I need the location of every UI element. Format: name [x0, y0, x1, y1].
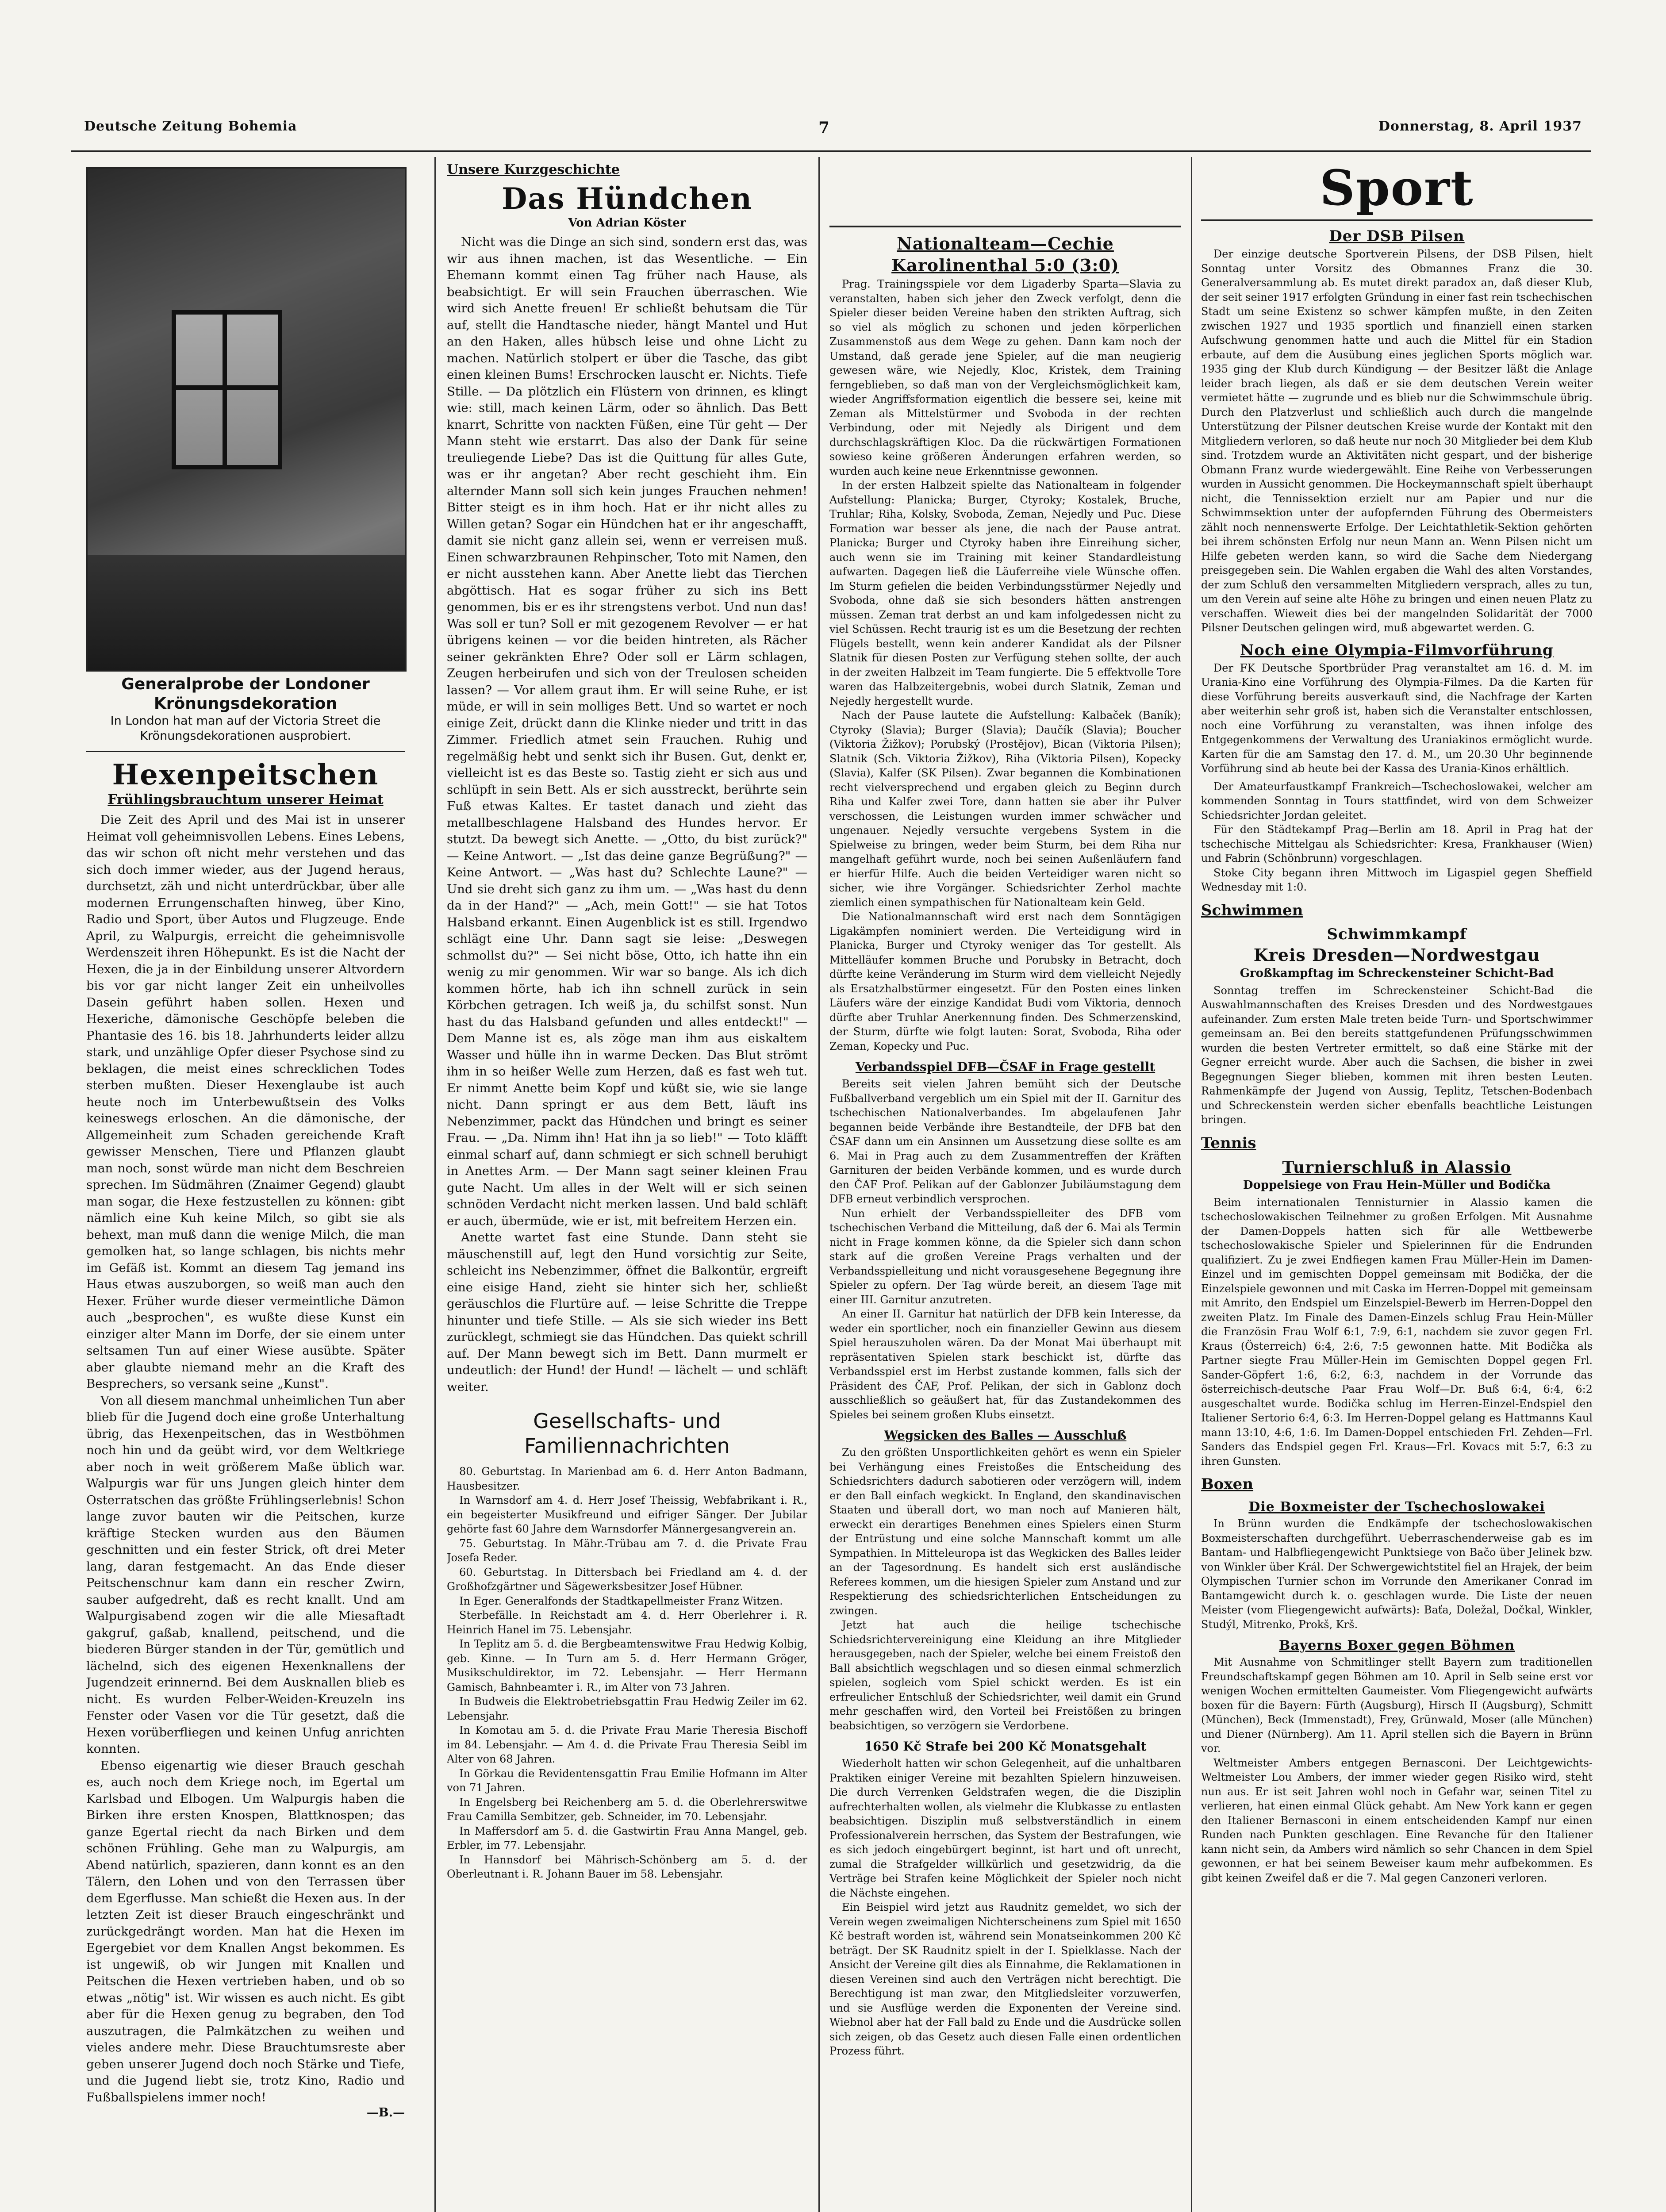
family-news-item: In Warnsdorf am 4. d. Herr Josef Theissig, Webfabrikant i. R., ein begeisterter Musikfreund und eifriger Sänger. Der Jubilar gehörte fast 60 Jahre dem Warnsdorfer Männergesangverein an.: [447, 1494, 807, 1535]
paragraph: Mit Ausnahme von Schmitlinger stellt Bayern zum traditionellen Freundschaftskampf gegen Böhmen am 10. April in Selb seine erst vor wenigen Wochen ermittelten Gaumeister. Vom Fliegengewicht aufwärts boxen für die Bayern: Fürth (Augsburg), Hirsch II (Augsburg), Schmitt (München), Beck (Immenstadt), Frey, Grünwald, Moser (alle München) und Diener (Nürnberg). Am 11. April stellen sich die Bayern in Brünn vor.: [1201, 1656, 1593, 1755]
story-author: Von Adrian Köster: [568, 216, 686, 230]
paragraph: In Brünn wurden die Endkämpfe der tschechoslowakischen Boxmeisterschaften durchgeführt. Ueberraschenderweise gab es im Bantam- und Halbfliegengewicht Punktsiege von Bačo über Jelinek bzw. von Winkler über Král. Der Schwergewichtstitel fiel an Hrajek, der beim Olympischen Turnier schon im Vorrunde den Amerikaner Conrad im Bantamgewicht durch k. o. geschlagen wurde. Die Liste der neuen Meister (vom Fliegengewicht aufwärts): Baťa, Doležal, Dočkal, Winkler, Studýl, Mitrenko, Prokš, Krš.: [1201, 1517, 1593, 1631]
londoner-photo: [86, 167, 407, 672]
boxen-section: Boxen: [1201, 1475, 1254, 1493]
signature: —B.—: [366, 2106, 405, 2120]
turnier-subtitle: Doppelsiege von Frau Hein-Müller und Bodička: [1243, 1178, 1551, 1192]
column-rule: [1191, 157, 1192, 2212]
family-news-item: 60. Geburtstag. In Dittersbach bei Friedland am 4. d. der Großhofzgärtner und Sägewerksbesitzer Josef Hübner.: [447, 1566, 807, 1593]
family-news-item: In Eger. Generalfonds der Stadtkapellmeister Franz Witzen.: [459, 1594, 783, 1607]
paragraph: In der ersten Halbzeit spielte das Nationalteam in folgender Aufstellung: Planicka; Burger, Ctyroky; Kostalek, Bruche, Truhlar; Riha, Kolsky, Svoboda, Zeman, Nejedly und Puc. Diese Formation war besser als jene, die nach der Pause antrat. Planicka; Burger und Ctyroky haben ihre Einreihung sicher, auch wenn sie im Training mit keiner Standardleistung aufwarten. Dagegen ließ die Läuferreihe viele Wünsche offen. Im Sturm gefielen die beiden Verbindungsstürmer Nejedly und Svoboda, ohne daß sie sich besonders hätten anstrengen müssen. Zeman trat derbst an und kam infolgedessen nicht zu viel Schüssen. Recht traurig ist es um die Besetzung der rechten Flügels bestellt, wenn kein anderer Kandidat als der Pilsner Slatnik für diesen Posten zur Verfügung stehen sollte, der auch in der zweiten Halbzeit im Team fungierte. Die 5 effektvolle Tore waren das Halbzeitergebnis, wobei durch Slatnik, Zeman und Nejedly hergestellt wurde.: [829, 479, 1181, 707]
tennis-section: Tennis: [1201, 1134, 1256, 1152]
paragraph: Ein Beispiel wird jetzt aus Raudnitz gemeldet, wo sich der Verein wegen zweimaligen Nichterscheinens zum Spiel mit 1650 Kč bestraft worden ist, während sein Monatseinkommen 200 Kč beträgt. Der SK Raudnitz spielt in der I. Spielklasse. Nach der Ansicht der Vereine gilt dies als Einnahme, die Reklamationen in diesen Vereinen sind auch den Verträgen nicht berechtigt. Die Berechtigung ist man zwar, den Mitgliedsleiter vorzuwerfen, und sie Ausflüge werden die Exponenten der Vereine sind. Wiebnol aber hat der Fall bald zu Ende und die Ausdrücke sollen sich zeigen, ob das Gesetz auch diesen Falle einen ordentlichen Prozess führt.: [829, 1901, 1181, 2057]
paragraph: Zu den größten Unsportlichkeiten gehört es wenn ein Spieler bei Verhängung eines Freistoßes die Entscheidung des Schiedsrichters dadurch sabotieren oder verzögern will, indem er den Ball einfach wegkickt. In England, den skandinavischen Staaten und überall dort, wo man noch auf Manieren hält, erweckt ein derartiges Benehmen eines Spielers einen Sturm der Entrüstung und eine solche Mannschaft kommt um alle Sympathien. In Mitteleuropa ist das Wegkicken des Balles leider an der Tagesordnung. Es handelt sich erst ausländische Referees kommen, um die hiesigen Spieler zum Anstand und zur Respektierung des schiedsrichterlichen Entscheidungen zu zwingen.: [829, 1446, 1181, 1617]
paragraph: Der einzige deutsche Sportverein Pilsens, der DSB Pilsen, hielt Sonntag unter Vorsitz des Obmannes Franz die 30. Generalversammlung ab. Es mutet direkt paradox an, daß dieser Klub, der seit seiner 1917 erfolgten Gründung in einer fast rein tschechischen Stadt um seine Existenz so schwer kämpfen mußte, in den Zeiten zwischen 1927 und 1935 sportlich und finanziell einen starken Aufschwung genommen hatte und auch die Mittel für ein Stadion erbaute, auf dem die Ausübung eines jeglichen Sports möglich war. 1935 ging der Klub durch Kündigung — der Besitzer läßt die Anlage leider brach liegen, als daß er sie dem deutschen Verein weiter vermietet hätte — zugrunde und es blieb nur die Schwimmschule übrig. Durch den Platzverlust und schließlich auch durch die mangelnde Unterstützung der Pilsner deutschen Kreise wurde der Kontakt mit den Mitgliedern verloren, so daß heute nur noch 30 Mitglieder bei dem Klub sind. Trotzdem wurde an Aktivitäten nicht gespart, und der bisherige Obmann Franz wurde wiedergewählt. Eine Reihe von Verbesserungen wurden in Aussicht genommen. Die Hockeymannschaft spielt überhaupt nicht, die Tennissektion erzielt nur am Papier und nur die Schwimmsektion unter der aufopfernden Führung des Obermeisters zählt noch nennenswerte Erfolge. Der Leichtathletik-Sektion gehörten bei ihrem schönsten Erfolg nur neun Mann an. Wenn Pilsen nicht um Hilfe gebeten werden kann, so wird die Sache dem Niedergang preisgegeben sein. Die Wahlen ergaben die Wahl des alten Vorstandes, der zum Schluß den versammelten Mitgliedern versprach, alles zu tun, um den Verein auf seine alte Höhe zu bringen und einen neuen Platz zu verschaffen. Wieweit dies bei der mangelnden Solidarität der 7000 Pilsner Deutschen gelingen wird, muß abgewartet werden. G.: [1201, 248, 1593, 634]
family-news-list: [447, 1464, 807, 1882]
header-rule: [71, 150, 1591, 152]
paragraph: Sonntag treffen im Schreckensteiner Schicht-Bad die Auswahlmannschaften des Kreises Dresden und des Nordwestgaues aufeinander. Zum ersten Male treten beide Turn- und Sportschwimmer gemeinsam an. Bei den bereits stattgefundenen Prüfungsschwimmen wurden die besten Vertreter ermittelt, so daß eine Stärke mit der Gegner erreicht wurde. Aber auch die Sachsen, die bisher in zwei Begegnungen Sieger blieben, kommen mit ihren besten Leuten. Rahmenkämpfe der Jugend von Aussig, Teplitz, Tetschen-Bodenbach und Schreckenstein werden sicher ebenfalls beachtliche Leistungen bringen.: [1201, 984, 1593, 1126]
column-3: [829, 159, 1181, 2212]
divider: [829, 226, 1181, 227]
paragraph: Beim internationalen Tennisturnier in Alassio kamen die tschechoslowakischen Teilnehmer zu großen Erfolgen. Mit Ausnahme der Damen-Doppels hatten sich für alle Wettbewerbe tschechoslowakische Spieler und Spielerinnen für die Endrunden qualifiziert. Zu je zwei Endfiegen kamen Frau Müller-Hein im Damen-Einzel und im gemischten Doppel gemeinsam mit Bodička, der die Einzelspiele gewonnen und mit Caska im Herren-Doppel mit gemeinsam mit Amrito, den Endspiel um Einzelspiel-Bewerb im Herren-Doppel den zweiten Platz. Im Finale des Damen-Einzels schlug Frau Hein-Müller die Französin Frau Wolf 6:1, 7:9, 6:1, nachdem sie zuvor gegen Frl. Kraus (Österreich) 6:4, 2:6, 7:5 gewonnen hatte. Mit Bodička als Partner siegte Frau Müller-Hein im Gemischten Doppel gegen Frl. Sander-Göpfert 1:6, 6:2, 6:3, nachdem in der Vorrunde das österreichisch-deutsche Paar Frau Wolf—Dr. Buß 6:4, 6:4, 6:2 ausgeschaltet wurde. Bodička schlug im Herren-Einzel-Endspiel den Italiener Sertorio 6:4, 6:3. Im Herren-Doppel gelang es Hattmanns Kaul mann 13:10, 4:6, 1:6. Im Damen-Doppel entschieden Frl. Zehden—Frl. Sanders das Endspiel gegen Frl. Kraus—Frl. Kovacs mit 5:7, 6:3 zu ihren Gunsten.: [1201, 1196, 1593, 1467]
olympia-title: Noch eine Olympia-Filmvorführung: [1240, 641, 1554, 659]
photo-caption-title: Generalprobe der Londoner Krönungsdekoration: [121, 675, 370, 713]
wegsicken-title: Wegsicken des Balles — Ausschluß: [884, 1428, 1127, 1443]
dsb-title: Der DSB Pilsen: [1329, 227, 1465, 245]
issue-date: Donnerstag, 8. April 1937: [1378, 119, 1582, 134]
turnier-title: Turnierschluß in Alassio: [1282, 1158, 1512, 1177]
football-title: Nationalteam—Cechie: [897, 234, 1114, 253]
column-4: [1201, 159, 1593, 2212]
paragraph: Von all diesem manchmal unheimlichen Tun aber blieb für die Jugend doch eine große Unterhaltung übrig, das Hexenpeitschen, das in Westböhmen noch hin und da geübt wird, vor dem Weltkriege aber noch in weit größerem Maße üblich war. Walpurgis war für uns Jungen gleich hinter dem Osterratschen das größte Frühlingserlebnis! Schon lange zuvor bauten wir die Peitschen, kurze kräftige Stecken wurden aus den Bäumen geschnitten und ein fester Strick, oft drei Meter lang, daran festgemacht. An das Ende dieser Peitschenschnur kam dann ein rescher Zwirn, sauber aufgedreht, daß es recht knallt. Und am Walpurgisabend zogen wir die alle Miesaftadt gakgruf, gaßab, knallend, peitschend, und die biederen Bürger standen in der Tür, gemütlich und lächelnd, sich des eigenen Hexenknallens der Jugendzeit erinnernd. Bei dem Ausknallen blieb es nicht. Es wurden Felber-Weiden-Kreuzeln ins Fenster oder Vasen vor die Tür gesetzt, daß die Hexen vorüberfliegen und keinen Unfug anrichten konnten.: [86, 1393, 405, 1756]
sport-title: Sport: [1201, 159, 1593, 221]
column-2: [447, 159, 807, 2212]
paragraph: Anette wartet fast eine Stunde. Dann steht sie mäuschenstill auf, legt den Hund vorsichtig zur Seite, schleicht ins Nebenzimmer, öffnet die Balkontür, ergreift eine eisige Hand, zieht sie hinter sich her, schließt geräuschlos die Flurtüre auf. — leise Schritte die Treppe hinunter und tiefe Stille. — Als sie sich wieder ins Bett zurücklegt, schmiegt sie das Hündchen. Das quiekt schrill auf. Der Mann bewegt sich im Bett. Dann murmelt er undeutlich: der Hund! der Hund! — lächelt — und schläft weiter.: [447, 1230, 807, 1394]
paragraph: Nicht was die Dinge an sich sind, sondern erst das, was wir aus ihnen machen, ist das Wesentliche. — Ein Ehemann kommt einen Tag früher nach Hause, als beabsichtigt. Er will sein Frauchen überraschen. Wie wird sich Anette freuen! Er schließt behutsam die Tür auf, stellt die Handtasche nieder, hängt Mantel und Hut an den Haken, alles hübsch leise und ohne Licht zu machen. Natürlich stolpert er über die Tasche, das gibt einen kleinen Bums! Erschrocken lauscht er. Nichts. Tiefe Stille. — Da plötzlich ein Flüstern von drinnen, es klingt wie: still, mach keinen Lärm, oder so ähnlich. Das Bett knarrt, Schritte von nackten Füßen, eine Tür geht — Der Mann steht wie erstarrt. Das also der Dank für seine treuliegende Liebe? Das ist die Quittung für alles Gute, was er ihr angetan? Aber recht geschieht ihm. Ein alternder Mann soll sich kein junges Frauchen nehmen! Bitter steigt es in ihm hoch. Hat er ihr nicht alles zu Willen getan? Sogar ein Hündchen hat er ihr angeschafft, damit sie nicht ganz allein sei, wenn er verreisen muß. Einen schwarzbraunen Rehpinscher, Toto mit Namen, den er nicht ausstehen kann. Aber Anette liebt das Tierchen abgöttisch. Hat es sogar früher zu sich ins Bett genommen, bis er es ihr strengstens verbot. Und nun das! Was soll er tun? Soll er mit gezogenem Revolver — er hat übrigens keinen — vor die beiden hintreten, als Rächer seiner gekränkten Ehre? Oder soll er Lärm schlagen, Zeugen herbeirufen und sich von der Treulosen scheiden lassen? — Vor allem graut ihm. Er will seine Ruhe, er ist müde, er will in sein molliges Bett. Und so wartet er noch einige Zeit, drückt dann die Klinke nieder und tritt in das Zimmer. Friedlich atmet sein Frauchen. Ruhig und regelmäßig hebt und senkt sich ihr Busen. Gut, denkt er, vielleicht ist es das Beste so. Tastig zieht er sich aus und schlüpft in sein Bett. Als er sich ausstreckt, berührte sein Fuß etwas Kaltes. Er tastet danach und zieht das metallbeschlagene Halsband des Hundes hervor. Er stutzt. Da bewegt sich Anette. — „Otto, du bist zurück?" — Keine Antwort. — „Ist das deine ganze Begrüßung?" — Keine Antwort. — „Was hast du? Schlechte Laune?" — Und sie dreht sich ganz zu ihm um. — „Was hast du denn da in der Hand?" — „Ach, mein Gott!" — sie hat Totos Halsband erkannt. Einen Augenblick ist es still. Irgendwo schlägt eine Uhr. Dann sagt sie leise: „Deswegen schmollst du?" — Sei nicht böse, Otto, ich hatte ihn ein wenig zu mir genommen. Wir war so bange. Als ich dich kommen hörte, hab ich ihn schnell zurück in sein Körbchen getragen. Ich weiß ja, du schilfst sonst. Nun hast du das Halsband gefunden und alles entdeckt!" — Dem Manne ist es, als zöge man ihm aus eiskaltem Wasser und hülle ihn in warme Decken. Das Blut strömt ihm in so heißer Welle zum Herzen, daß es fast weh tut. Er nimmt Anette beim Kopf und küßt sie, wie sie lange nicht. Dann springt er aus dem Bett, läuft ins Nebenzimmer, packt das Hündchen und bringt es seiner Frau. — „Da. Nimm ihn! Hat ihn ja so lieb!" — Toto kläfft einmal scharf auf, dann schmiegt er sich schnell beruhigt in Anettes Arm. — Der Mann sagt seiner kleinen Frau gute Nacht. Um alles in der Welt will er sich seinen schnöden Verdacht nicht merken lassen. Und bald schläft er auch, übermüde, wie er ist, mit befreitem Herzen ein.: [447, 235, 807, 1228]
football-score: Karolinenthal 5:0 (3:0): [891, 255, 1119, 275]
paragraph: Weltmeister Ambers entgegen Bernasconi. Der Leichtgewichts-Weltmeister Lou Ambers, der immer wieder gegen Risiko wird, steht nun aus. Er ist seit Jahren wohl noch in Gefahr war, seinen Titel zu verlieren, hat einen einmal Glück gehabt. Am New York kann er gegen den Italiener Bernasconi in einem entscheidenden Kampf nur einen Runden nach Punkten geschlagen. Eine Revanche für den Italiener kann nicht sein, da Ambers wird nämlich so sehr Chancen in dem Spiel gewonnen, er hat bei seinem Beweiser kaum mehr aufbekommen. Es gibt keinen Zweifel daß er die 7. Mal gegen Canzoneri verloren.: [1201, 1756, 1593, 1884]
family-news-item: In Teplitz am 5. d. die Bergbeamtenswitwe Frau Hedwig Kolbig, geb. Kinne. — In Turn am 5. d. Herr Hermann Gröger, Musikschuldirektor, im 72. Lebensjahr. — Herr Hermann Gamisch, Bahnbeamter i. R., im Alter von 73 Jahren.: [447, 1638, 807, 1694]
family-news-item: In Engelsberg bei Reichenberg am 5. d. die Oberlehrerswitwe Frau Camilla Sembitzer, geb. Schneider, im 70. Lebensjahr.: [447, 1796, 807, 1823]
family-news-item: In Hannsdorf bei Mährisch-Schönberg am 5. d. der Oberleutnant i. R. Johann Bauer im 58. Lebensjahr.: [447, 1853, 807, 1880]
column-rule: [818, 157, 820, 2212]
paragraph: Nun erhielt der Verbandsspielleiter des DFB vom tschechischen Verband die Mitteilung, daß der 6. Mai als Termin nicht in Frage kommen könne, da die Spieler sich dann schon stark auf die großen Vereine Prags verhalten und der Verbandsspielleitung und nicht vorausgesehene Begegnung ihre Spieler zu opfern. Der Tag würde bereit, an diesem Tage mit einer III. Garnitur anzutreten.: [829, 1207, 1181, 1306]
paragraph: Der Amateurfaustkampf Frankreich—Tschechoslowakei, welcher am kommenden Sonntag in Tours stattfindet, wird von dem Schweizer Schiedsrichter Jordan geleitet.: [1201, 780, 1593, 822]
photo-caption-text: In London hat man auf der Victoria Street die Krönungsdekorationen ausprobiert.: [110, 714, 381, 743]
schwimmkampf-title: Schwimmkampf: [1327, 925, 1467, 943]
verband-title: Verbandsspiel DFB—ČSAF in Frage gestellt: [855, 1060, 1155, 1074]
paragraph: Stoke City begann ihren Mittwoch im Ligaspiel gegen Sheffield Wednesday mit 1:0.: [1201, 866, 1593, 893]
paragraph: Ebenso eigenartig wie dieser Brauch geschah es, auch noch dem Kriege noch, im Egertal um Karlsbad und Elbogen. Um Walpurgis haben die Birken ihre ersten Knospen, Blattknospen; das ganze Egertal riecht da nach Birken und dem schönen Frühling. Gehe man zu Walpurgis, am Abend natürlich, spazieren, dann konnt es an den Tälern, den Lohen und von den Terrassen über dem Egerflusse. Man schießt die Hexen aus. In der letzten Zeit ist dieser Brauch eingeschränkt und zurückgedrängt worden. Man hat die Hexen im Egergebiet vor dem Knallen Angst bekommen. Es ist ungewiß, ob wir Jungen mit Knallen und Peitschen die Hexen vertrieben haben, und ob so etwas „nötig" ist. Wir wissen es auch nicht. Es gibt aber für die Hexen genug zu begraben, den Tod auszutragen, die Palmkätzchen zu weihen und vieles andere mehr. Diese Brauchtumsreste aber geben unserer Jugend doch noch Stärke und Tiefe, und die Jugend liebt sie, trotz Kino, Radio und Fußballspielens immer noch!: [86, 1758, 405, 2104]
family-news-item: In Görkau die Revidentensgattin Frau Emilie Hofmann im Alter von 71 Jahren.: [447, 1767, 807, 1794]
street-shadow: [88, 555, 405, 670]
paragraph: Für den Städtekampf Prag—Berlin am 18. April in Prag hat der tschechische Mittelgau als Schiedsrichter: Kresa, Frankhauser (Wien) und Fabrin (Schönbrunn) vorgeschlagen.: [1201, 823, 1593, 864]
column-1: [86, 675, 405, 2212]
boxmeister-title: Die Boxmeister der Tschechoslowakei: [1248, 1499, 1545, 1515]
family-news-item: In Komotau am 5. d. die Private Frau Marie Theresia Bischoff im 84. Lebensjahr. — Am 4. d. die Private Frau Theresia Seibl im Alter von 68 Jahren.: [447, 1724, 807, 1765]
family-news-item: Sterbefälle. In Reichstadt am 4. d. Herr Oberlehrer i. R. Heinrich Hanel im 75. Lebensjahr.: [447, 1609, 807, 1636]
paragraph: Jetzt hat auch die heilige tschechische Schiedsrichtervereinigung eine Kleidung an ihre Mitglieder herausgegeben, nach der Spieler, welche bei einem Freistoß den Ball absichtlich wegschlagen und so diesen einmal schmerzlich spielen, sogleich vom Spiel schickt werden. Es ist ein erfreulicher Entschluß der Schiedsrichter, weil damit ein Grund mehr geschaffen wird, den Vorteil bei Freistößen zu bringen beabsichtigen, so verzögern sie Verdorbene.: [829, 1619, 1181, 1732]
strafe-title: 1650 Kč Strafe bei 200 Kč Monatsgehalt: [864, 1739, 1147, 1754]
paragraph: Bereits seit vielen Jahren bemüht sich der Deutsche Fußballverband vergeblich um ein Spiel mit der II. Garnitur des tschechischen Nationalverbandes. Im abgelaufenen Jahr begannen beide Verbände ihre Bestandteile, der DFB bat den ČSAF dann um ein Ansinnen um Aussetzung diese sollte es am 6. Mai in Prag auch zu dem Zusammentreffen der Kräften Garnituren der beiden Verbände kommen, und es wurde durch den ČAF Prof. Pelikan auf der Gablonzer Jubiläumstagung dem DFB erneut verbindlich versprochen.: [829, 1078, 1181, 1205]
kreis-subtitle: Großkampftag im Schreckensteiner Schicht-Bad: [1240, 966, 1554, 980]
paragraph: Die Zeit des April und des Mai ist in unserer Heimat voll geheimnisvollen Lebens. Eines Lebens, das wir schon oft nicht mehr verstehen und das sich doch immer wieder, aus der Jugend heraus, durchsetzt, zäh und nicht unterdrückbar, über alle modernen Errungenschaften hinweg, über Kino, Radio und Sport, über Autos und Flugzeuge. Ende April, zu Walpurgis, erreicht die geheimnisvolle Werdenszeit ihren Höhepunkt. Es ist die Nacht der Hexen, die ja in der Einbildung unserer Altvordern bis vor gar nicht langer Zeit ein unheilvolles Dasein geführt haben sollen. Hexen und Hexeriche, dämonische Geschöpfe beleben die Phantasie des 16. bis 18. Jahrhunderts leider allzu stark, und unzählige Opfer dieser Psychose sind zu beklagen, die meist eines schrecklichen Todes sterben mußten. Dieser Hexenglaube ist auch heute noch im Unterbewußtsein des Volks keineswegs erloschen. An die dämonische, der Allgemeinheit zum Schaden gereichende Kraft gewisser Menschen, Tiere und Pflanzen glaubt man noch, sonst würde man nicht dem Beschreien sprechen. Im Südmähren (Znaimer Gegend) glaubt man sogar, die Hexe festzustellen zu können: gibt nämlich eine Kuh keine Milch, so gibt sie als behext, man muß dann die wenige Milch, die man gemolken hat, so lange schlagen, bis nichts mehr im Gefäß ist. Kommt an diesem Tag jemand ins Haus etwas auszuborgen, so weiß man auch den Hexer. Früher wurde dieser vermeintliche Dämon auch „besprochen", es wußte diese Kunst ein einziger alter Mann im Dorfe, der sie einem unter seltsamen Tun auf einer Wiese ausübte. Später aber glaubte niemand mehr an die Kraft des Besprechers, so versank seine „Kunst".: [86, 813, 405, 1391]
family-news-item: 80. Geburtstag. In Marienbad am 6. d. Herr Anton Badmann, Hausbesitzer.: [447, 1465, 807, 1492]
family-news-item: In Budweis die Elektrobetriebsgattin Frau Hedwig Zeiler im 62. Lebensjahr.: [447, 1695, 807, 1722]
story-title: Das Hündchen: [502, 181, 752, 216]
paragraph: Die Nationalmannschaft wird erst nach dem Sonntägigen Ligakämpfen nominiert werden. Die Verteidigung wird in Planicka, Burger und Ctyroky weniger das Tor gestellt. Als Mittelläufer kommen Bruche und Porubsky in Betracht, doch dürfte keine Veränderung im Sturm wird dem vielleicht Nejedly als Ersatzhalbstürmer eingesetzt. Für den Posten eines linken Läufers wäre der einzige Kandidat Budi vom Viktoria, dennoch dürfte aber Truhlar Anerkennung finden. Des Schmerzenskind, der Sturm, dürfte wie folgt lauten: Sorat, Svoboda, Riha oder Zeman, Kopecky und Puc.: [829, 910, 1181, 1052]
section-title: Gesellschafts- und Familiennachrichten: [524, 1409, 730, 1458]
family-news-item: 75. Geburtstag. In Mähr.-Trübau am 7. d. die Private Frau Josefa Reder.: [447, 1537, 807, 1564]
paragraph: Prag. Trainingsspiele vor dem Ligaderby Sparta—Slavia zu veranstalten, haben sich jeher den Zweck verfolgt, denn die Spieler dieser beiden Vereine haben den strikten Auftrag, sich so viel als möglich zu schonen und jeden körperlichen Zusammenstoß aus dem Wege zu gehen. Dann kam noch der Umstand, daß gerade jene Spieler, auf die man neugierig gewesen wäre, wie Nejedly, Kloc, Kristek, dem Training ferngeblieben, so daß man von der Vergleichsmöglichkeit kam, wieder Angriffsformation eigentlich die bessere sei, keine mit Zeman als Mittelstürmer und Svoboda in der rechten Verbindung, oder mit Nejedly als Dirigent und dem durchschlagskräftigen Kloc. Da die rückwärtigen Formationen sowieso keine größeren Änderungen erfahren werden, so wurden auch keine neue Erkenntnisse gewonnen.: [829, 278, 1181, 477]
page-number: 7: [818, 119, 830, 137]
kreis-title: Kreis Dresden—Nordwestgau: [1253, 945, 1540, 965]
bayern-title: Bayerns Boxer gegen Böhmen: [1278, 1638, 1515, 1653]
paragraph: Der FK Deutsche Sportbrüder Prag veranstaltet am 16. d. M. im Urania-Kino eine Vorführung des Olympia-Filmes. Da die Karten für diese Vorführung bereits ausverkauft sind, die Nachfrage der Karten aber weiterhin sehr groß ist, haben sich die Veranstalter entschlossen, noch eine Vorführung zu veranstalten, was ihnen infolge des Entgegenkommens der Verwaltung des Uraniakinos ermöglicht wurde. Karten für die am Samstag den 17. d. M., um 20.30 Uhr beginnende Vorführung sind ab heute bei der Kassa des Urania-Kinos erhältlich.: [1201, 661, 1593, 775]
window-illustration: [172, 310, 282, 469]
paragraph: Wiederholt hatten wir schon Gelegenheit, auf die unhaltbaren Praktiken einiger Vereine mit bezahlten Spielern hinzuweisen. Die durch Verrenken Geldstrafen wegen, die die Disziplin aufrechterhalten wollen, als vielmehr die Klubkasse zu entlasten beabsichtigen. Disziplin muß selbstverständlich in einem Professionalverein herrschen, das System der Bestrafungen, wie es sich jedoch eingebürgert beginnt, ist hart und oft unrecht, zumal die Strafgelder willkürlich und gesetzwidrig, da die Verträge bei Strafen keine Möglichkeit der Spieler noch nicht die Nächste eingehen.: [829, 1757, 1181, 1899]
family-news-item: In Maffersdorf am 5. d. die Gastwirtin Frau Anna Mangel, geb. Erbler, im 77. Lebensjahr.: [447, 1824, 807, 1851]
paragraph: Nach der Pause lautete die Aufstellung: Kalbaček (Baník); Ctyroky (Slavia); Burger (Slavia); Daučík (Slavia); Boucher (Viktoria Žižkov); Porubský (Prostějov), Bican (Viktoria Pilsen); Slatnik (Sch. Viktoria Žižkov), Riha (Viktoria Pilsen), Kopecky (Slavia), Kalfer (SK Pilsen). Zwar begannen die Kombinationen recht vielversprechend und ergaben gleich zu Beginn durch Riha und Kalfer zwei Tore, dann hatten sie aber ihr Pulver verschossen, die Leistungen wurden immer schwächer und ungenauer. Nejedly versuchte vergebens System in die Spielweise zu bringen, weder beim Sturm, bei dem Riha nur mangelhaft geführt wurde, noch bei seinen Außenläufern fand er hierfür Hilfe. Auch die beiden Verteidiger waren nicht so sicher, wie ihre Vorgänger. Schiedsrichter Zerhol machte ziemlich einen sympathischen für Nationalteam kein Geld.: [829, 709, 1181, 909]
paragraph: An einer II. Garnitur hat natürlich der DFB kein Interesse, da weder ein sportlicher, noch ein finanzieller Gewinn aus diesem Spiel herauszuholen wären. Da der Monat Mai überhaupt mit repräsentativen Spielen stark beschickt ist, dürfte das Verbandsspiel erst im Herbst zustande kommen, falls sich der Präsident des ČAF, Prof. Pelikan, der sich in Gablonz doch ausschließlich so geäußert hat, für das Zustandekommen des Spieles bei seinem großen Klubs einsetzt.: [829, 1308, 1181, 1421]
divider: [86, 751, 405, 752]
article-title: Hexenpeitschen: [112, 758, 379, 791]
masthead-spacer: [829, 159, 1181, 226]
schwimmen-section: Schwimmen: [1201, 901, 1303, 919]
kicker: Unsere Kurzgeschichte: [447, 162, 620, 177]
masthead-paper: Deutsche Zeitung Bohemia: [84, 119, 297, 134]
column-rule: [434, 157, 436, 2212]
article-subtitle: Frühlingsbrauchtum unserer Heimat: [107, 792, 384, 807]
